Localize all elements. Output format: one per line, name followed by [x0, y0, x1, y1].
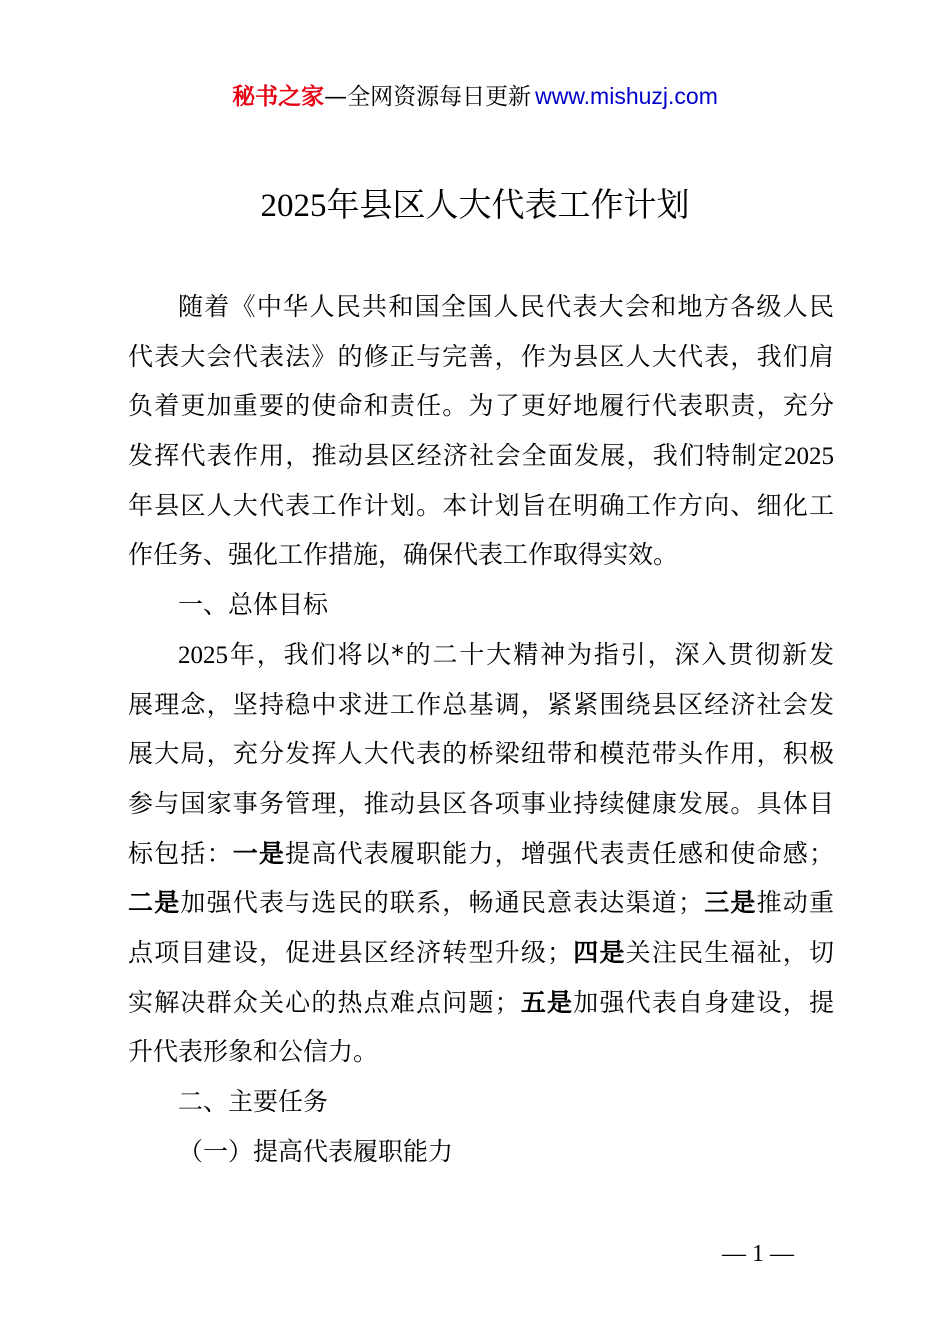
goal-2-marker: 二是 — [128, 888, 181, 918]
intro-line-1: 随着《中华人民共和国全国人民代表大会和地方各级人民 — [178, 292, 834, 321]
section-1-year: 2025 — [178, 641, 228, 669]
intro-line-4-year: 2025 — [784, 443, 834, 471]
intro-line-6: 作任务、强化工作措施，确保代表工作取得实效。 — [128, 540, 679, 570]
intro-line-5: 年县区人大代表工作计划。本计划旨在明确工作方向、细化工 — [128, 490, 834, 520]
title-year: 2025 — [260, 188, 327, 224]
section-1-line-1-text: 年，我们将以*的二十大精神为指引，深入贯彻新发 — [228, 639, 834, 669]
goal-4-marker: 四是 — [572, 937, 626, 967]
section-1-line-2: 展理念，坚持稳中求进工作总基调，紧紧围绕县区经济社会发 — [128, 689, 834, 719]
document-title — [0, 183, 950, 228]
document-body — [128, 282, 834, 1176]
section-1-heading: 一、总体目标 — [178, 590, 329, 620]
section-1-line-1 — [128, 630, 834, 680]
section-1-line-9: 升代表形象和公信力。 — [128, 1037, 379, 1067]
site-url-link[interactable]: www.mishuzj.com — [535, 83, 718, 109]
goal-3-marker: 三是 — [703, 888, 757, 918]
section-2-heading: 二、主要任务 — [178, 1087, 329, 1116]
section-1-line-6 — [128, 878, 834, 928]
brand-name: 秘书之家 — [232, 84, 325, 110]
section-1-line-5 — [128, 829, 834, 879]
goal-4-text-start: 关注民生福祉，切 — [625, 937, 834, 967]
header-tagline: —全网资源每日更新 — [324, 84, 532, 110]
section-1-line-5-lead: 标包括： — [128, 838, 233, 868]
goal-5-text-start: 加强代表自身建设，提 — [573, 987, 834, 1017]
intro-line-4-text: 发挥代表作用，推动县区经济社会全面发展，我们特制定 — [128, 441, 784, 471]
intro-line-3: 负着更加重要的使命和责任。为了更好地履行代表职责，充分 — [128, 391, 834, 421]
intro-line-2: 代表大会代表法》的修正与完善，作为县区人大代表，我们肩 — [128, 341, 834, 371]
intro-line-4 — [128, 431, 834, 481]
goal-4-text-end: 实解决群众关心的热点难点问题； — [128, 987, 520, 1017]
goal-3-text-start: 推动重 — [756, 888, 834, 918]
site-header — [0, 80, 950, 113]
goal-1-text: 提高代表履职能力，增强代表责任感和使命感； — [285, 838, 834, 868]
goal-3-text-end: 点项目建设，促进县区经济转型升级； — [128, 937, 573, 967]
section-1-line-7 — [128, 928, 834, 978]
section-1-line-8 — [128, 978, 834, 1028]
section-2-subheading-1: （一）提高代表履职能力 — [178, 1136, 454, 1166]
title-text: 年县区人大代表工作计划 — [326, 185, 690, 224]
section-1-line-4: 参与国家事务管理，推动县区各项事业持续健康发展。具体目 — [128, 788, 834, 818]
goal-1-marker: 一是 — [232, 838, 286, 868]
goal-2-text: 加强代表与选民的联系，畅通民意表达渠道； — [180, 888, 704, 918]
section-1-line-3: 展大局，充分发挥人大代表的桥梁纽带和模范带头作用，积极 — [128, 739, 834, 769]
page-number: — 1 — — [722, 1241, 794, 1267]
goal-5-marker: 五是 — [519, 987, 574, 1017]
